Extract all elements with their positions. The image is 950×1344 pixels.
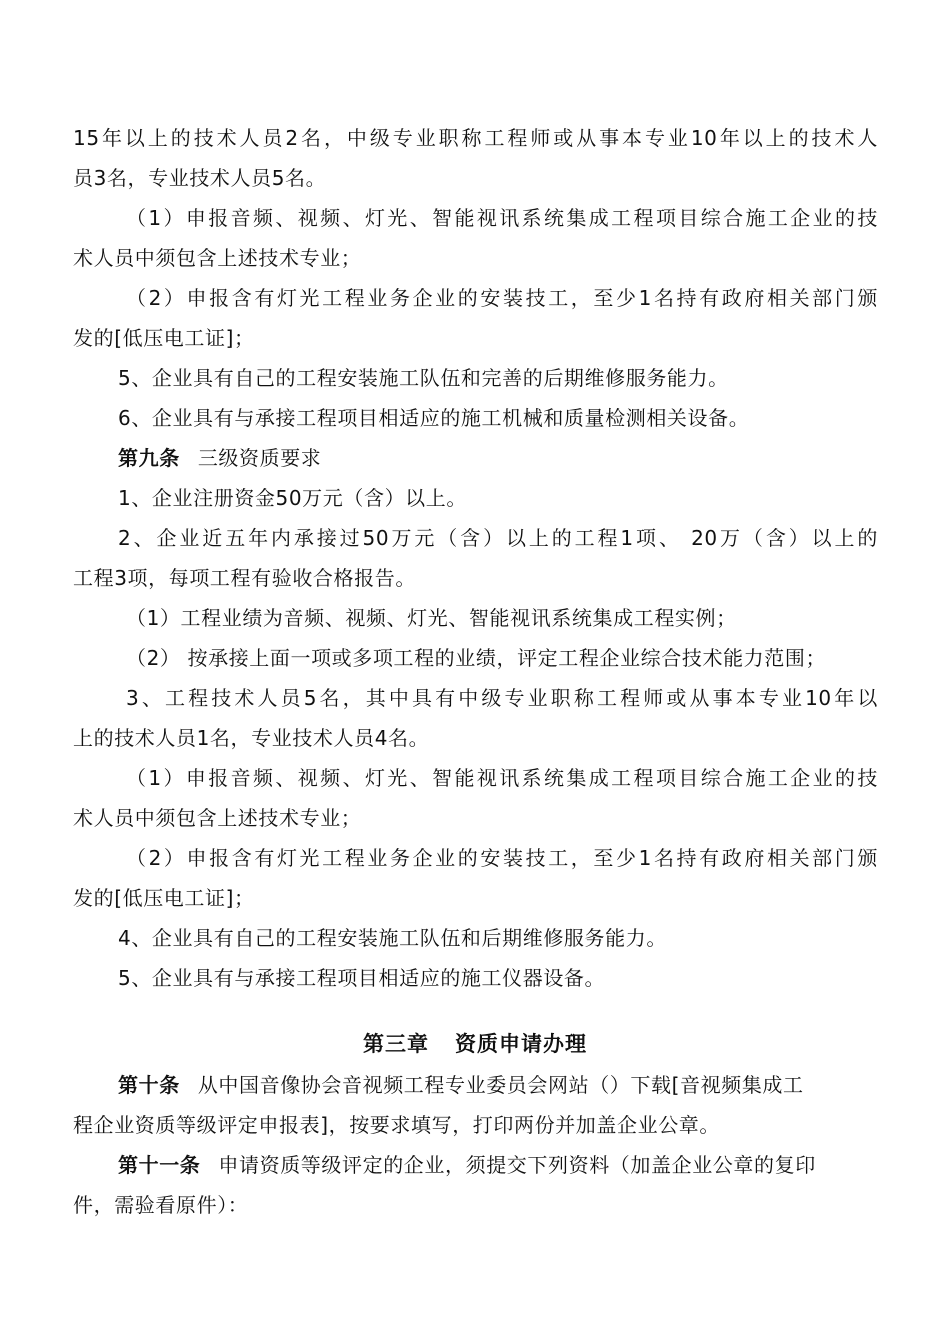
paragraph-line: 程企业资质等级评定申报表]，按要求填写，打印两份并加盖企业公章。 [73, 1113, 721, 1137]
article-title: 三级资质要求 [197, 446, 322, 470]
paragraph-line: 1、企业注册资金50万元（含）以上。 [118, 486, 467, 510]
article-text: 从中国音像协会音视频工程专业委员会网站（）下载[音视频集成工 [197, 1073, 804, 1097]
article-label: 第十一条 [118, 1153, 201, 1177]
paragraph-line: （2）申报含有灯光工程业务企业的安装技工，至少1名持有政府相关部门颁 [126, 846, 878, 870]
paragraph-line: 术人员中须包含上述技术专业； [73, 806, 362, 830]
paragraph-line: 件，需验看原件）： [73, 1193, 249, 1217]
paragraph-line: 发的[低压电工证]； [73, 326, 255, 350]
article-paragraph [118, 1072, 878, 1098]
paragraph-line: 6、企业具有与承接工程项目相适应的施工机械和质量检测相关设备。 [118, 406, 750, 430]
paragraph-line: 工程3项，每项工程有验收合格报告。 [73, 566, 416, 590]
paragraph-line: （2） 按承接上面一项或多项工程的业绩，评定工程企业综合技术能力范围； [126, 646, 827, 670]
article-label: 第十条 [118, 1073, 180, 1097]
paragraph-line: 术人员中须包含上述技术专业； [73, 246, 362, 270]
paragraph-line: 发的[低压电工证]； [73, 886, 255, 910]
chapter-title: 资质申请办理 [455, 1032, 587, 1056]
paragraph-line: 2、企业近五年内承接过50万元（含）以上的工程1项、 20万（含）以上的 [118, 526, 878, 550]
paragraph-line: 15年以上的技术人员2名，中级专业职称工程师或从事本专业10年以上的技术人 [73, 126, 878, 150]
paragraph-line: 上的技术人员1名，专业技术人员4名。 [73, 726, 430, 750]
paragraph-line: （1）工程业绩为音频、视频、灯光、智能视讯系统集成工程实例； [126, 606, 737, 630]
paragraph-line: 5、企业具有自己的工程安装施工队伍和完善的后期维修服务能力。 [118, 366, 729, 390]
article-paragraph [118, 1152, 878, 1178]
article-heading [118, 445, 923, 471]
chapter-number: 第三章 [363, 1032, 429, 1056]
paragraph-line: （1）申报音频、视频、灯光、智能视讯系统集成工程项目综合施工企业的技 [126, 206, 878, 230]
paragraph-line: （2）申报含有灯光工程业务企业的安装技工，至少1名持有政府相关部门颁 [126, 286, 878, 310]
paragraph-line: 员3名，专业技术人员5名。 [73, 166, 327, 190]
paragraph-line: 5、企业具有与承接工程项目相适应的施工仪器设备。 [118, 966, 606, 990]
paragraph-line: （1）申报音频、视频、灯光、智能视讯系统集成工程项目综合施工企业的技 [126, 766, 878, 790]
article-label: 第九条 [118, 446, 180, 470]
paragraph-line: 4、企业具有自己的工程安装施工队伍和后期维修服务能力。 [118, 926, 667, 950]
article-text: 申请资质等级评定的企业，须提交下列资料（加盖企业公章的复印 [218, 1153, 816, 1177]
chapter-heading [0, 1030, 950, 1058]
paragraph-line: 3、工程技术人员5名，其中具有中级专业职称工程师或从事本专业10年以 [126, 686, 878, 710]
